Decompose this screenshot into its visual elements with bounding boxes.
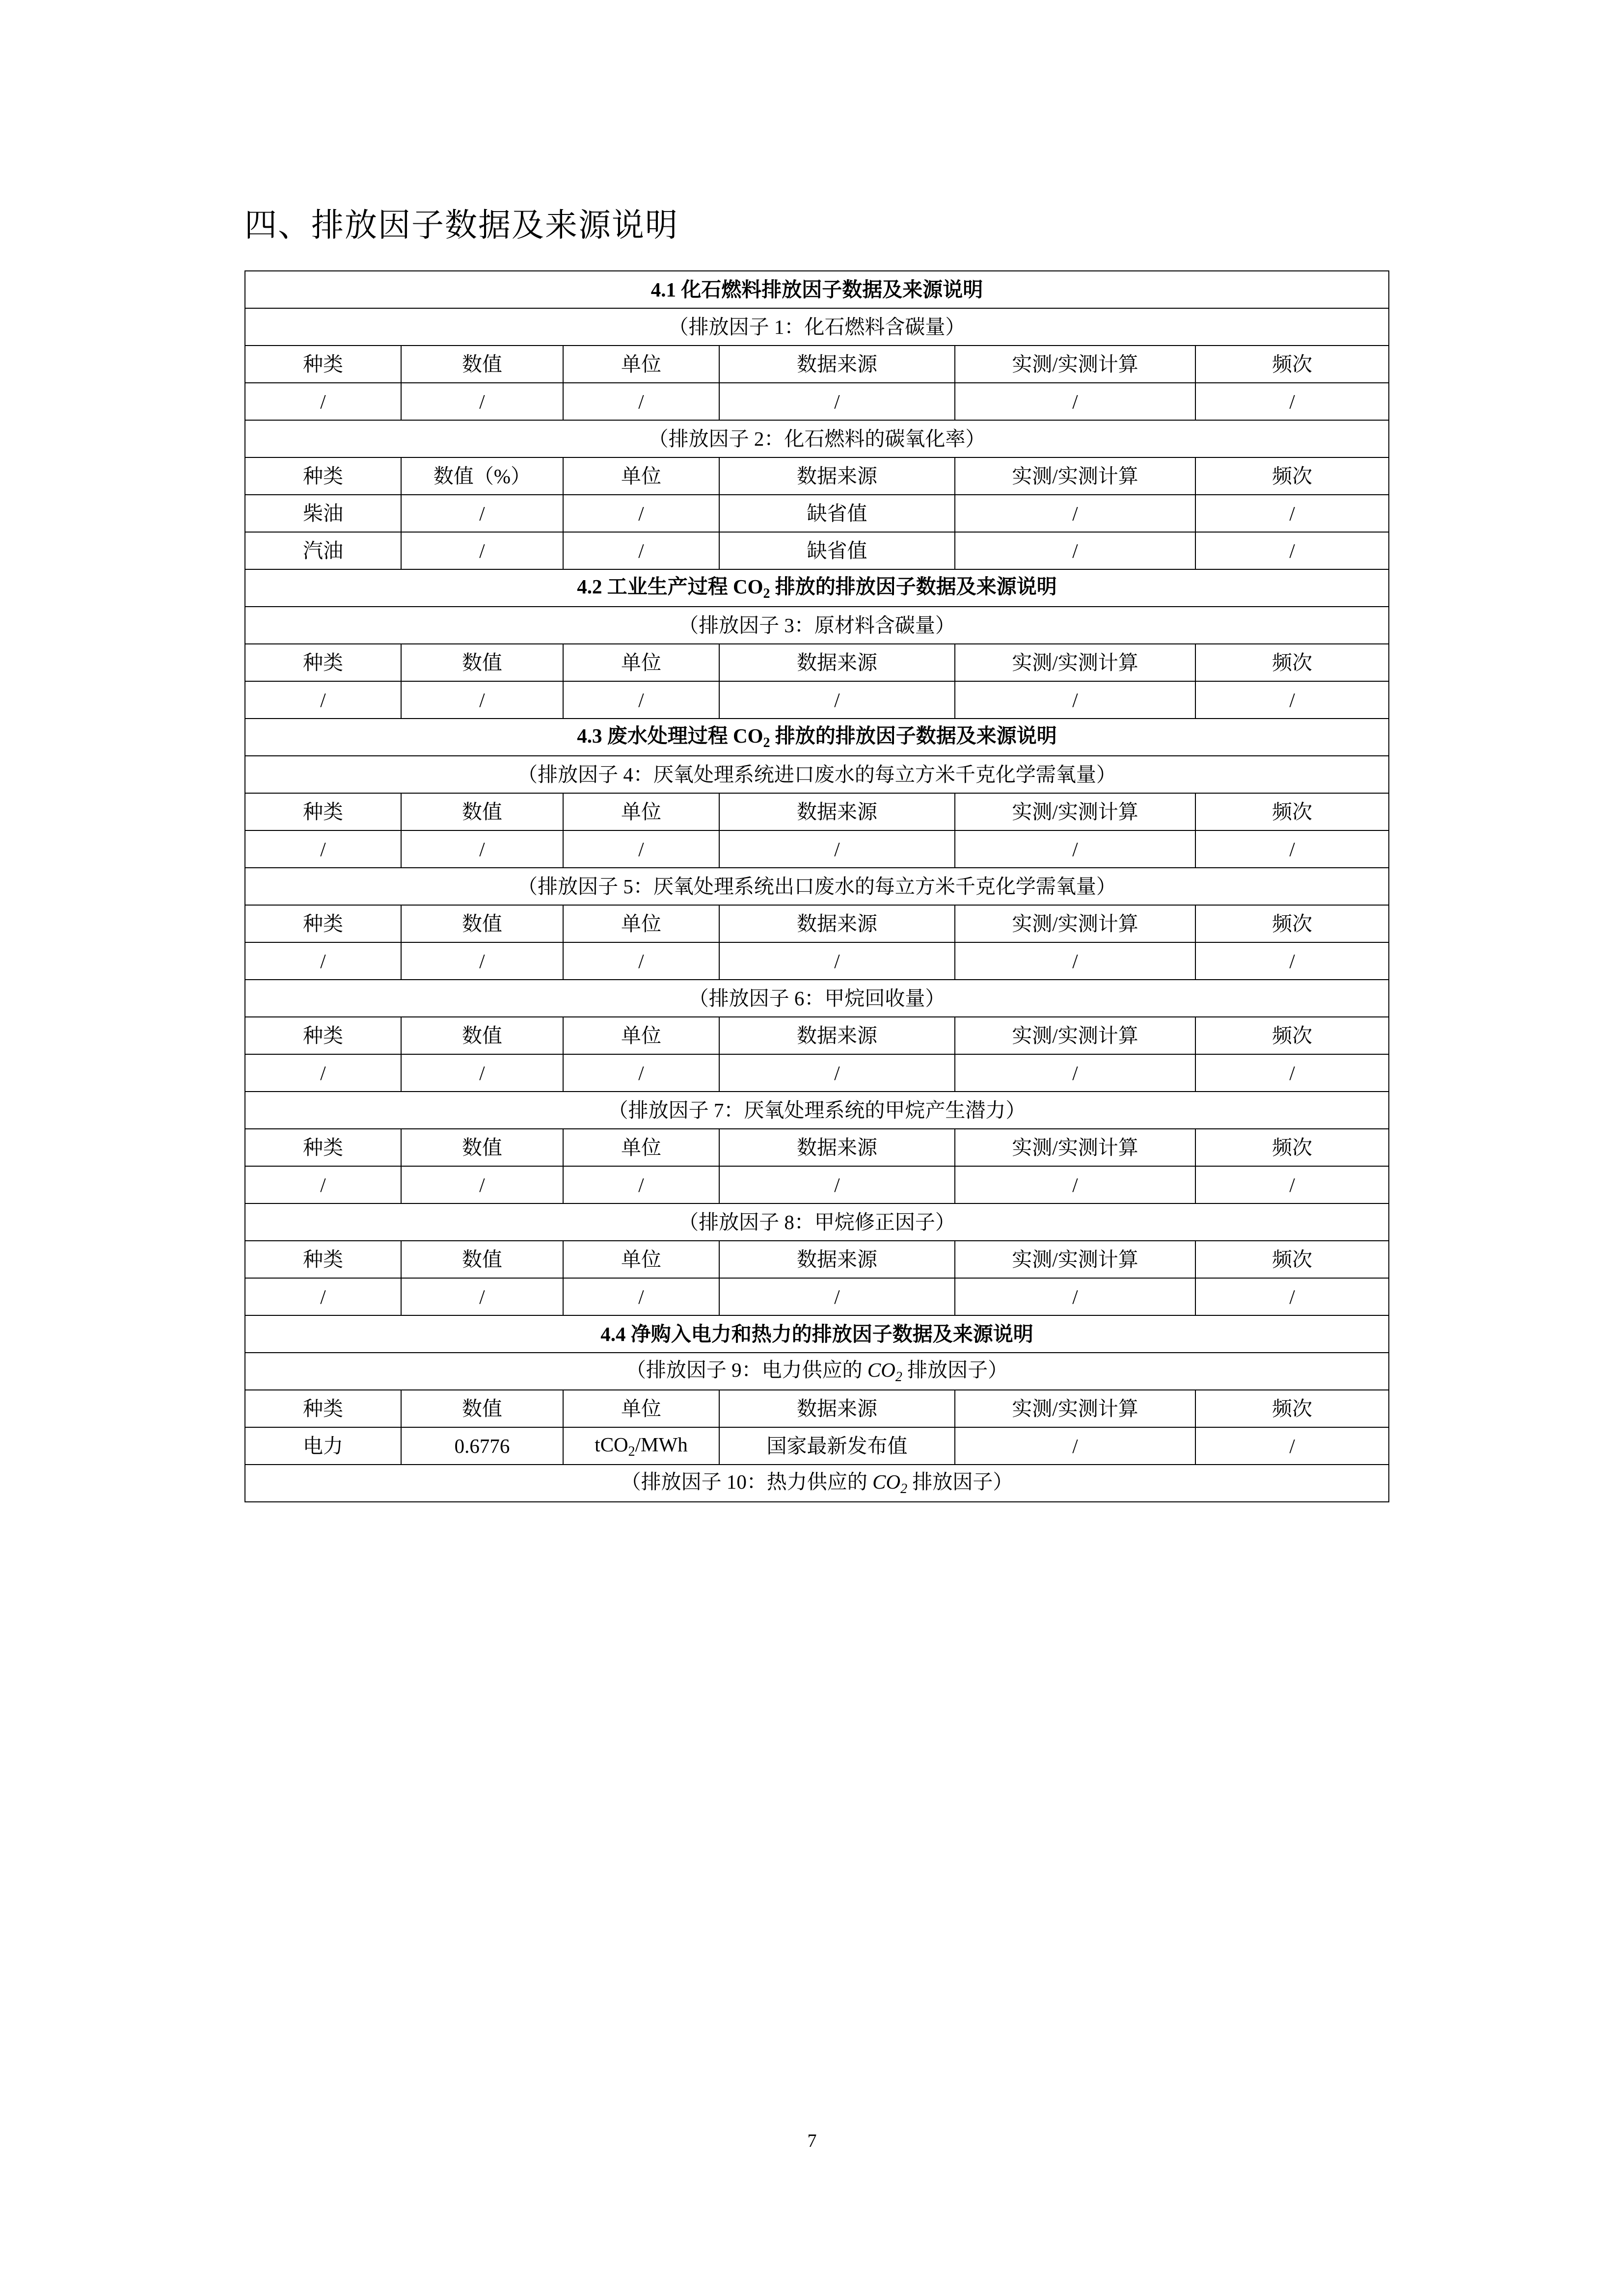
table-row [245,980,1389,1017]
col-header-source: 数据来源 [719,1241,955,1278]
col-header-type: 种类 [245,1241,401,1278]
col-header-measured: 实测/实测计算 [955,793,1195,830]
col-header-measured: 实测/实测计算 [955,346,1195,383]
section-heading-4-1: 4.1 化石燃料排放因子数据及来源说明 [245,271,1389,308]
section-heading-4-2: 4.2 工业生产过程 $CO_2$ 排放的排放因子数据及来源说明 [245,569,1389,607]
factor-label-5: （排放因子 5：厌氧处理系统出口废水的每立方米千克化学需氧量） [245,868,1389,905]
section-heading-4-4: 4.4 净购入电力和热力的排放因子数据及来源说明 [245,1315,1389,1353]
col-header-value: 数值（%） [401,457,563,495]
cell-unit: / [563,532,719,569]
col-header-unit: 单位 [563,1017,719,1054]
cell-frequency: / [1195,1166,1389,1203]
cell-type: / [245,1166,401,1203]
table-row [245,420,1389,457]
col-header-unit: 单位 [563,644,719,681]
col-header-source: 数据来源 [719,1017,955,1054]
table-row [245,644,1389,681]
cell-measured: / [955,1427,1195,1465]
cell-type: / [245,383,401,420]
table-row [245,1054,1389,1092]
emission-factor-table [244,270,1389,1502]
cell-unit: / [563,830,719,868]
cell-value: / [401,383,563,420]
cell-source: 缺省值 [719,495,955,532]
cell-measured: / [955,830,1195,868]
cell-type: 柴油 [245,495,401,532]
table-row [245,1129,1389,1166]
col-header-measured: 实测/实测计算 [955,1129,1195,1166]
col-header-frequency: 频次 [1195,346,1389,383]
cell-value: / [401,830,563,868]
cell-unit: / [563,495,719,532]
factor-label-7: （排放因子 7：厌氧处理系统的甲烷产生潜力） [245,1092,1389,1129]
col-header-frequency: 频次 [1195,793,1389,830]
table-row [245,532,1389,569]
cell-measured: / [955,1278,1195,1315]
table-row [245,271,1389,308]
cell-frequency: / [1195,532,1389,569]
table-row [245,793,1389,830]
table-row [245,1166,1389,1203]
table-row [245,681,1389,719]
cell-type: / [245,1054,401,1092]
col-header-frequency: 频次 [1195,905,1389,942]
cell-type: / [245,830,401,868]
col-header-measured: 实测/实测计算 [955,457,1195,495]
cell-unit: / [563,681,719,719]
cell-unit: / [563,1166,719,1203]
col-header-value: 数值 [401,905,563,942]
col-header-frequency: 频次 [1195,644,1389,681]
col-header-measured: 实测/实测计算 [955,1017,1195,1054]
table-row [245,569,1389,607]
cell-value: / [401,1054,563,1092]
col-header-measured: 实测/实测计算 [955,644,1195,681]
factor-label-9: （排放因子 9：电力供应的 $CO_2$ 排放因子） [245,1353,1389,1390]
cell-source: / [719,830,955,868]
col-header-type: 种类 [245,1129,401,1166]
col-header-frequency: 频次 [1195,1390,1389,1427]
cell-source: / [719,383,955,420]
table-row [245,457,1389,495]
cell-frequency: / [1195,1278,1389,1315]
col-header-source: 数据来源 [719,1390,955,1427]
cell-frequency: / [1195,681,1389,719]
col-header-measured: 实测/实测计算 [955,1390,1195,1427]
col-header-frequency: 频次 [1195,1241,1389,1278]
col-header-unit: 单位 [563,1129,719,1166]
table-row [245,346,1389,383]
table-row [245,1427,1389,1465]
table-row [245,495,1389,532]
col-header-unit: 单位 [563,346,719,383]
col-header-unit: 单位 [563,457,719,495]
col-header-value: 数值 [401,346,563,383]
col-header-source: 数据来源 [719,905,955,942]
col-header-unit: 单位 [563,1390,719,1427]
col-header-frequency: 频次 [1195,1129,1389,1166]
cell-unit: / [563,383,719,420]
cell-type: 电力 [245,1427,401,1465]
cell-frequency: / [1195,830,1389,868]
cell-measured: / [955,1166,1195,1203]
col-header-unit: 单位 [563,1241,719,1278]
page-content [244,206,1388,1502]
factor-label-1: （排放因子 1：化石燃料含碳量） [245,308,1389,346]
table-row [245,905,1389,942]
col-header-type: 种类 [245,1017,401,1054]
col-header-source: 数据来源 [719,457,955,495]
col-header-type: 种类 [245,905,401,942]
factor-label-2: （排放因子 2：化石燃料的碳氧化率） [245,420,1389,457]
table-row [245,1203,1389,1241]
table-row [245,830,1389,868]
cell-unit: / [563,1054,719,1092]
cell-value: / [401,1278,563,1315]
col-header-value: 数值 [401,793,563,830]
col-header-value: 数值 [401,1129,563,1166]
cell-value: / [401,1166,563,1203]
table-row [245,942,1389,980]
cell-unit: tCO$_2$/MWh [563,1427,719,1465]
table-row [245,1315,1389,1353]
cell-measured: / [955,1054,1195,1092]
cell-measured: / [955,495,1195,532]
col-header-measured: 实测/实测计算 [955,1241,1195,1278]
table-row [245,1390,1389,1427]
cell-frequency: / [1195,383,1389,420]
cell-source: 缺省值 [719,532,955,569]
cell-measured: / [955,383,1195,420]
col-header-unit: 单位 [563,905,719,942]
cell-type: / [245,942,401,980]
cell-source: / [719,942,955,980]
col-header-source: 数据来源 [719,644,955,681]
cell-value: 0.6776 [401,1427,563,1465]
cell-value: / [401,942,563,980]
table-row [245,383,1389,420]
cell-source: / [719,1278,955,1315]
cell-value: / [401,495,563,532]
section-heading-4-3: 4.3 废水处理过程 $CO_2$ 排放的排放因子数据及来源说明 [245,719,1389,756]
cell-measured: / [955,942,1195,980]
col-header-unit: 单位 [563,793,719,830]
cell-source: / [719,1054,955,1092]
page-title: 四、排放因子数据及来源说明 [244,208,678,243]
col-header-frequency: 频次 [1195,457,1389,495]
table-row [245,756,1389,793]
factor-label-6: （排放因子 6：甲烷回收量） [245,980,1389,1017]
cell-unit: / [563,942,719,980]
col-header-source: 数据来源 [719,793,955,830]
factor-label-4: （排放因子 4：厌氧处理系统进口废水的每立方米千克化学需氧量） [245,756,1389,793]
col-header-measured: 实测/实测计算 [955,905,1195,942]
col-header-value: 数值 [401,1017,563,1054]
cell-source: / [719,681,955,719]
table-row [245,868,1389,905]
cell-value: / [401,532,563,569]
cell-measured: / [955,681,1195,719]
table-row [245,607,1389,644]
cell-frequency: / [1195,495,1389,532]
col-header-type: 种类 [245,793,401,830]
table-row [245,1353,1389,1390]
col-header-value: 数值 [401,1390,563,1427]
col-header-source: 数据来源 [719,1129,955,1166]
cell-unit: / [563,1278,719,1315]
page-number: 7 [807,2131,817,2151]
cell-frequency: / [1195,1054,1389,1092]
cell-type: / [245,681,401,719]
col-header-type: 种类 [245,346,401,383]
col-header-type: 种类 [245,457,401,495]
table-row [245,1241,1389,1278]
cell-measured: / [955,532,1195,569]
cell-source: 国家最新发布值 [719,1427,955,1465]
col-header-type: 种类 [245,644,401,681]
table-row [245,719,1389,756]
cell-frequency: / [1195,942,1389,980]
table-row [245,1278,1389,1315]
cell-frequency: / [1195,1427,1389,1465]
table-row [245,308,1389,346]
factor-label-10: （排放因子 10：热力供应的 $CO_2$ 排放因子） [245,1465,1389,1502]
col-header-source: 数据来源 [719,346,955,383]
table-row [245,1092,1389,1129]
col-header-value: 数值 [401,1241,563,1278]
cell-type: / [245,1278,401,1315]
col-header-type: 种类 [245,1390,401,1427]
table-row [245,1017,1389,1054]
factor-label-8: （排放因子 8：甲烷修正因子） [245,1203,1389,1241]
col-header-value: 数值 [401,644,563,681]
factor-label-3: （排放因子 3：原材料含碳量） [245,607,1389,644]
table-row [245,1465,1389,1502]
col-header-frequency: 频次 [1195,1017,1389,1054]
cell-type: 汽油 [245,532,401,569]
cell-value: / [401,681,563,719]
cell-source: / [719,1166,955,1203]
